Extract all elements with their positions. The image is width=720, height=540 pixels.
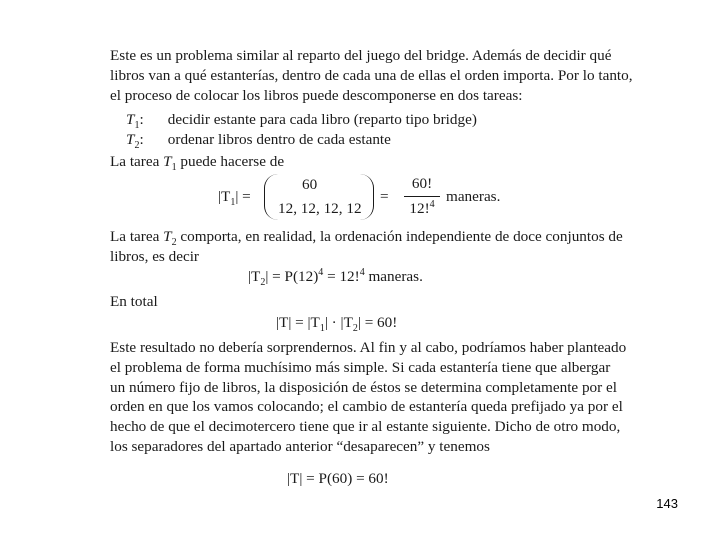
eq-lhs-end: | = [235,188,251,205]
text-line: los separadores del apartado anterior “desaparecen” y tenemos [110,437,490,455]
eq-sub: 1 [319,323,325,335]
text-line: hecho de que el decimotercero tiene que ir al estante siguiente. Dicho de otro modo, [110,418,621,436]
equation-final [287,470,389,488]
math-var: T [163,153,172,170]
text-line: Este es un problema similar al reparto del juego del bridge. Además de decidir qué [110,47,612,64]
fraction-denominator: 12! [409,200,430,217]
text-run: puede hacerse de [176,153,285,170]
math-sub: 2 [171,237,177,249]
task-label: T [126,111,135,128]
eq-exp: 4 [318,266,324,278]
eq-lhs: |T [218,188,231,205]
intro-paragraph [110,46,633,105]
fraction-bar [404,196,440,197]
fraction [404,174,440,219]
eq-part: | = P(12) [265,268,319,285]
text-run: comporta, en realidad, la ordenación independiente de doce conjuntos de [176,228,623,245]
total-label [110,292,610,312]
text-line: libros, es decir [110,247,199,265]
multinomial-top: 60 [302,176,318,193]
equation-total [276,314,398,335]
equation-multinomial [218,174,501,220]
math-var: T [163,228,172,245]
task-label-sub: 2 [134,140,140,152]
eq-part: | = 60! [357,314,398,331]
task-item-t2: $T_2$: ordenar libros dentro de cada estante [126,131,391,152]
task-label: T [126,131,135,148]
task1-intro [110,152,610,172]
eq-part: |T| = |T [276,314,320,331]
task2-paragraph [110,227,623,267]
text-line: orden en que los vamos colocando; el cambio de estantería queda prefijado ya por el [110,398,623,416]
text-line: En total [110,293,158,310]
left-paren [264,174,278,220]
right-paren [360,174,374,220]
equals-sign: = [380,188,389,205]
math-sub: 1 [171,162,177,174]
text-run: La tarea [110,153,164,170]
task-label-sub: 1 [134,120,140,132]
eq-sub: 2 [352,323,358,335]
task-text: decidir estante para cada libro (reparto tipo bridge) [167,111,477,128]
text-line: el proceso de colocar los libros puede descomponerse en dos tareas: [110,86,523,104]
text-line: libros van a qué estanterías, dentro de cada una de ellas el orden importa. Por lo tanto, [110,66,633,84]
page-number: 143 [656,496,678,511]
text-line: un número fijo de libros, la disposición de éstos se determina completamente por el [110,378,617,396]
multinomial-bottom: 12, 12, 12, 12 [278,200,362,217]
equation-t2 [248,266,423,289]
eq-part: |T| = P(60) = 60! [287,470,389,487]
text-run: La tarea [110,228,164,245]
text-line: el problema de forma muchísimo más simple. Si cada estantería tiene que albergar [110,358,611,376]
conclusion-paragraph [110,338,627,457]
eq-lhs-sub: 1 [230,197,236,209]
task-text: ordenar libros dentro de cada estante [167,131,391,148]
eq-word: maneras. [364,268,423,285]
eq-part: |T [248,268,261,285]
text-line: Este resultado no debería sorprendernos. Al fin y al cabo, podríamos haber planteado [110,339,627,356]
eq-part: = 12! [323,268,360,285]
fraction-exponent: 4 [429,198,435,210]
task-item-t1: $T_1$: decidir estante para cada libro (reparto tipo bridge) [126,111,477,132]
fraction-numerator: 60! [411,175,433,192]
eq-word: maneras. [446,188,501,205]
eq-exp: 4 [359,266,365,278]
eq-part: | · |T [324,314,353,331]
eq-sub: 2 [260,277,266,289]
